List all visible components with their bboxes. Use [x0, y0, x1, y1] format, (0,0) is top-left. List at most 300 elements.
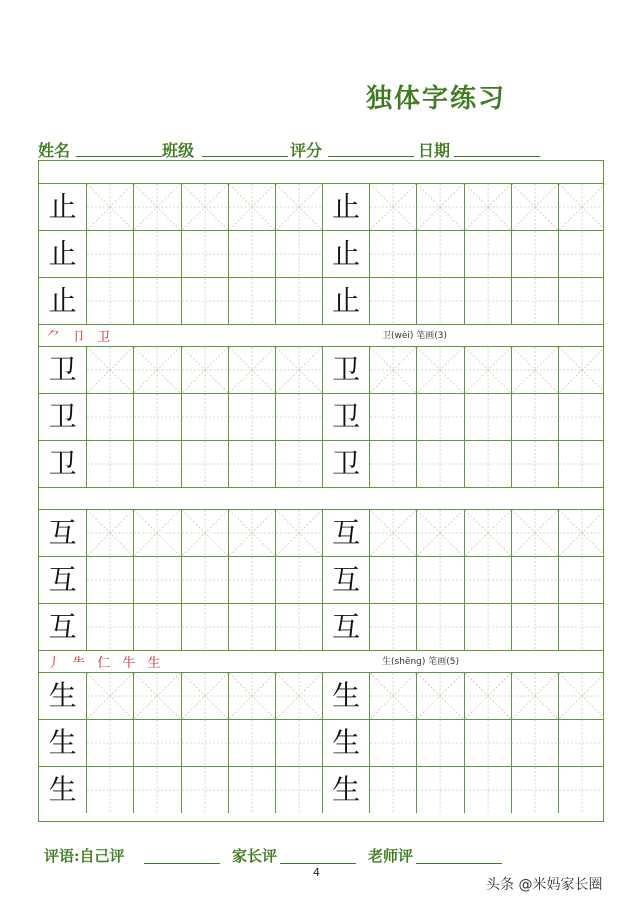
model-character: 止	[48, 237, 77, 270]
tianzi-guide	[417, 231, 463, 277]
model-character: 生	[332, 679, 361, 712]
tianzi-guide	[182, 557, 228, 603]
writing-cell[interactable]	[275, 184, 322, 230]
writing-cell[interactable]	[558, 604, 605, 650]
writing-cell[interactable]	[181, 231, 228, 277]
writing-cell[interactable]	[416, 510, 463, 556]
model-character: 互	[332, 563, 361, 596]
teacher-eval-blank[interactable]	[416, 863, 502, 864]
mizi-guide	[417, 510, 463, 556]
teacher-eval-label: 老师评	[368, 847, 414, 865]
writing-cell[interactable]	[228, 394, 275, 440]
tianzi-guide	[559, 278, 605, 324]
writing-cell[interactable]	[369, 557, 416, 603]
model-character: 互	[48, 610, 77, 643]
mizi-guide	[512, 673, 558, 719]
tianzi-guide	[465, 604, 511, 650]
model-character: 卫	[48, 353, 77, 386]
writing-cell[interactable]	[369, 673, 416, 719]
model-character: 卫	[332, 353, 361, 386]
model-character: 止	[332, 237, 361, 270]
writing-cell[interactable]	[511, 184, 558, 230]
writing-cell[interactable]	[369, 278, 416, 324]
writing-cell[interactable]	[275, 231, 322, 277]
mizi-guide	[229, 510, 275, 556]
writing-cell[interactable]	[228, 231, 275, 277]
writing-cell[interactable]	[464, 767, 511, 813]
mizi-guide	[134, 673, 180, 719]
writing-cell[interactable]	[464, 394, 511, 440]
writing-cell[interactable]	[228, 720, 275, 766]
writing-cell[interactable]	[511, 557, 558, 603]
model-character: 互	[332, 610, 361, 643]
tianzi-guide	[370, 231, 416, 277]
tianzi-guide	[370, 767, 416, 813]
model-character-cell	[39, 767, 86, 813]
writing-cell[interactable]	[511, 441, 558, 487]
writing-cell[interactable]	[133, 720, 180, 766]
writing-cell[interactable]	[416, 231, 463, 277]
mizi-guide	[87, 184, 133, 230]
mizi-guide	[512, 510, 558, 556]
writing-cell[interactable]	[511, 767, 558, 813]
model-character: 生	[48, 726, 77, 759]
writing-cell[interactable]	[228, 604, 275, 650]
tianzi-guide	[370, 394, 416, 440]
mizi-guide	[370, 510, 416, 556]
model-character-cell	[322, 720, 369, 766]
section-header	[39, 324, 603, 346]
writing-cell[interactable]	[558, 347, 605, 393]
tianzi-guide	[87, 720, 133, 766]
writing-cell[interactable]	[275, 557, 322, 603]
mizi-guide	[465, 184, 511, 230]
model-character-cell	[322, 347, 369, 393]
writing-cell[interactable]	[86, 673, 133, 719]
page-number: 4	[313, 866, 320, 879]
mizi-guide	[87, 673, 133, 719]
model-character-cell	[322, 557, 369, 603]
writing-cell[interactable]	[86, 184, 133, 230]
writing-cell[interactable]	[464, 720, 511, 766]
tianzi-guide	[134, 720, 180, 766]
mizi-guide	[276, 510, 322, 556]
tianzi-guide	[276, 557, 322, 603]
watermark: 头条 @米妈家长圈	[486, 877, 603, 893]
practice-grid	[38, 160, 604, 822]
mizi-guide	[465, 510, 511, 556]
tianzi-guide	[559, 394, 605, 440]
tianzi-guide	[229, 604, 275, 650]
writing-cell[interactable]	[464, 347, 511, 393]
tianzi-guide	[465, 394, 511, 440]
writing-cell[interactable]	[558, 557, 605, 603]
writing-cell[interactable]	[369, 441, 416, 487]
tianzi-guide	[276, 441, 322, 487]
score-blank[interactable]	[328, 156, 414, 157]
writing-cell[interactable]	[228, 673, 275, 719]
writing-cell[interactable]	[275, 720, 322, 766]
writing-cell[interactable]	[369, 347, 416, 393]
tianzi-guide	[134, 604, 180, 650]
writing-cell[interactable]	[228, 441, 275, 487]
writing-cell[interactable]	[275, 673, 322, 719]
writing-cell[interactable]	[416, 347, 463, 393]
writing-cell[interactable]	[416, 184, 463, 230]
writing-cell[interactable]	[416, 394, 463, 440]
writing-cell[interactable]	[464, 604, 511, 650]
writing-cell[interactable]	[181, 278, 228, 324]
writing-cell[interactable]	[133, 673, 180, 719]
model-character: 生	[332, 726, 361, 759]
mizi-guide	[370, 184, 416, 230]
tianzi-guide	[465, 720, 511, 766]
tianzi-guide	[559, 767, 605, 813]
model-character-cell	[322, 231, 369, 277]
model-character-cell	[322, 767, 369, 813]
self-eval-blank[interactable]	[144, 863, 220, 864]
tianzi-guide	[229, 441, 275, 487]
writing-cell[interactable]	[511, 347, 558, 393]
writing-cell[interactable]	[133, 347, 180, 393]
practice-row	[39, 509, 603, 556]
tianzi-guide	[229, 557, 275, 603]
tianzi-guide	[276, 278, 322, 324]
tianzi-guide	[87, 394, 133, 440]
tianzi-guide	[417, 394, 463, 440]
tianzi-guide	[87, 604, 133, 650]
tianzi-guide	[559, 557, 605, 603]
tianzi-guide	[87, 231, 133, 277]
practice-row	[39, 346, 603, 393]
model-character-cell	[322, 441, 369, 487]
model-character-cell	[322, 510, 369, 556]
writing-cell[interactable]	[416, 557, 463, 603]
name-blank[interactable]	[76, 156, 162, 157]
model-character-cell	[322, 604, 369, 650]
writing-cell[interactable]	[416, 767, 463, 813]
writing-cell[interactable]	[464, 510, 511, 556]
self-eval-label: 评语:自己评	[44, 847, 125, 865]
tianzi-guide	[370, 557, 416, 603]
writing-cell[interactable]	[133, 557, 180, 603]
writing-cell[interactable]	[464, 441, 511, 487]
parent-eval-label: 家长评	[232, 847, 278, 865]
practice-row	[39, 440, 603, 487]
writing-cell[interactable]	[464, 184, 511, 230]
name-label: 姓名	[38, 141, 71, 160]
writing-cell[interactable]	[181, 767, 228, 813]
tianzi-guide	[276, 604, 322, 650]
writing-cell[interactable]	[416, 673, 463, 719]
writing-cell[interactable]	[133, 604, 180, 650]
model-character: 生	[48, 679, 77, 712]
writing-cell[interactable]	[133, 278, 180, 324]
writing-cell[interactable]	[181, 604, 228, 650]
model-character: 卫	[332, 400, 361, 433]
model-character-cell	[39, 673, 86, 719]
tianzi-guide	[370, 278, 416, 324]
date-label: 日期	[418, 141, 451, 160]
mizi-guide	[87, 510, 133, 556]
writing-cell[interactable]	[275, 394, 322, 440]
model-character-cell	[39, 510, 86, 556]
mizi-guide	[229, 673, 275, 719]
tianzi-guide	[182, 278, 228, 324]
tianzi-guide	[512, 394, 558, 440]
writing-cell[interactable]	[181, 720, 228, 766]
writing-cell[interactable]	[558, 767, 605, 813]
writing-cell[interactable]	[133, 184, 180, 230]
tianzi-guide	[512, 767, 558, 813]
tianzi-guide	[417, 604, 463, 650]
tianzi-guide	[465, 278, 511, 324]
tianzi-guide	[134, 231, 180, 277]
mizi-guide	[559, 347, 605, 393]
writing-cell[interactable]	[228, 510, 275, 556]
tianzi-guide	[182, 604, 228, 650]
writing-cell[interactable]	[86, 394, 133, 440]
class-label: 班级	[162, 141, 195, 160]
writing-cell[interactable]	[86, 347, 133, 393]
practice-row	[39, 277, 603, 324]
writing-cell[interactable]	[86, 604, 133, 650]
writing-cell[interactable]	[558, 510, 605, 556]
mizi-guide	[182, 510, 228, 556]
mizi-guide	[182, 184, 228, 230]
writing-cell[interactable]	[416, 278, 463, 324]
tianzi-guide	[229, 278, 275, 324]
tianzi-guide	[87, 278, 133, 324]
writing-cell[interactable]	[416, 441, 463, 487]
writing-cell[interactable]	[558, 231, 605, 277]
tianzi-guide	[417, 278, 463, 324]
section-header	[39, 650, 603, 672]
tianzi-guide	[87, 441, 133, 487]
writing-cell[interactable]	[558, 184, 605, 230]
writing-cell[interactable]	[228, 557, 275, 603]
tianzi-guide	[559, 441, 605, 487]
model-character-cell	[39, 231, 86, 277]
model-character-cell	[39, 720, 86, 766]
writing-cell[interactable]	[369, 394, 416, 440]
mizi-guide	[465, 673, 511, 719]
writing-cell[interactable]	[464, 278, 511, 324]
model-character-cell	[322, 278, 369, 324]
mizi-guide	[182, 347, 228, 393]
model-character-cell	[39, 604, 86, 650]
writing-cell[interactable]	[511, 510, 558, 556]
model-character: 生	[48, 773, 77, 806]
tianzi-guide	[512, 231, 558, 277]
practice-row	[39, 393, 603, 440]
writing-cell[interactable]	[369, 767, 416, 813]
section-header	[39, 161, 603, 183]
writing-cell[interactable]	[133, 767, 180, 813]
model-character: 卫	[48, 400, 77, 433]
writing-cell[interactable]	[133, 510, 180, 556]
writing-cell[interactable]	[369, 720, 416, 766]
tianzi-guide	[370, 441, 416, 487]
writing-cell[interactable]	[558, 673, 605, 719]
writing-cell[interactable]	[86, 441, 133, 487]
writing-cell[interactable]	[511, 278, 558, 324]
writing-cell[interactable]	[511, 394, 558, 440]
writing-cell[interactable]	[86, 720, 133, 766]
page-title: 独体字练习	[366, 84, 507, 114]
tianzi-guide	[276, 231, 322, 277]
model-character: 卫	[332, 447, 361, 480]
tianzi-guide	[512, 557, 558, 603]
model-character: 卫	[48, 447, 77, 480]
score-label: 评分	[290, 141, 323, 160]
writing-cell[interactable]	[464, 673, 511, 719]
date-blank[interactable]	[454, 156, 540, 157]
writing-cell[interactable]	[133, 441, 180, 487]
mizi-guide	[465, 347, 511, 393]
writing-cell[interactable]	[511, 720, 558, 766]
writing-cell[interactable]	[558, 441, 605, 487]
model-character-cell	[39, 347, 86, 393]
mizi-guide	[134, 347, 180, 393]
writing-cell[interactable]	[464, 557, 511, 603]
writing-cell[interactable]	[416, 604, 463, 650]
writing-cell[interactable]	[558, 394, 605, 440]
writing-cell[interactable]	[228, 278, 275, 324]
writing-cell[interactable]	[416, 720, 463, 766]
tianzi-guide	[276, 767, 322, 813]
tianzi-guide	[229, 720, 275, 766]
model-character-cell	[322, 673, 369, 719]
tianzi-guide	[134, 557, 180, 603]
mizi-guide	[134, 184, 180, 230]
tianzi-guide	[417, 557, 463, 603]
tianzi-guide	[512, 278, 558, 324]
stroke-order: ⺈ 卩 卫	[47, 330, 115, 345]
writing-cell[interactable]	[369, 184, 416, 230]
practice-row	[39, 766, 603, 813]
writing-cell[interactable]	[181, 673, 228, 719]
tianzi-guide	[370, 720, 416, 766]
writing-cell[interactable]	[133, 394, 180, 440]
practice-row	[39, 603, 603, 650]
tianzi-guide	[182, 767, 228, 813]
writing-cell[interactable]	[86, 278, 133, 324]
model-character: 止	[48, 284, 77, 317]
model-character-cell	[39, 278, 86, 324]
model-character-cell	[322, 394, 369, 440]
writing-cell[interactable]	[228, 184, 275, 230]
tianzi-guide	[512, 441, 558, 487]
writing-cell[interactable]	[133, 231, 180, 277]
mizi-guide	[134, 510, 180, 556]
writing-cell[interactable]	[86, 767, 133, 813]
writing-cell[interactable]	[181, 441, 228, 487]
tianzi-guide	[559, 604, 605, 650]
writing-cell[interactable]	[275, 278, 322, 324]
tianzi-guide	[417, 720, 463, 766]
writing-cell[interactable]	[228, 347, 275, 393]
writing-cell[interactable]	[558, 278, 605, 324]
model-character-cell	[39, 441, 86, 487]
writing-cell[interactable]	[511, 673, 558, 719]
writing-cell[interactable]	[275, 510, 322, 556]
writing-cell[interactable]	[181, 347, 228, 393]
stroke-order: 丿 ⺧ 仁 牛 生	[47, 656, 165, 671]
tianzi-guide	[465, 441, 511, 487]
model-character-cell	[39, 394, 86, 440]
writing-cell[interactable]	[181, 184, 228, 230]
mizi-guide	[182, 673, 228, 719]
writing-cell[interactable]	[228, 767, 275, 813]
mizi-guide	[559, 673, 605, 719]
mizi-guide	[276, 673, 322, 719]
class-blank[interactable]	[202, 156, 288, 157]
writing-cell[interactable]	[369, 510, 416, 556]
writing-cell[interactable]	[275, 347, 322, 393]
tianzi-guide	[182, 231, 228, 277]
writing-cell[interactable]	[558, 720, 605, 766]
writing-cell[interactable]	[511, 604, 558, 650]
model-character: 止	[332, 284, 361, 317]
writing-cell[interactable]	[275, 441, 322, 487]
model-character: 止	[332, 190, 361, 223]
tianzi-guide	[182, 394, 228, 440]
writing-cell[interactable]	[86, 557, 133, 603]
tianzi-guide	[229, 767, 275, 813]
writing-cell[interactable]	[86, 510, 133, 556]
model-character: 生	[332, 773, 361, 806]
character-note: 生(shēng) 笔画(5)	[382, 657, 459, 667]
mizi-guide	[417, 184, 463, 230]
tianzi-guide	[465, 557, 511, 603]
writing-cell[interactable]	[464, 231, 511, 277]
writing-cell[interactable]	[369, 231, 416, 277]
model-character: 互	[332, 516, 361, 549]
tianzi-guide	[229, 394, 275, 440]
section-header	[39, 487, 603, 509]
mizi-guide	[276, 347, 322, 393]
character-note: 卫(wèi) 笔画(3)	[382, 331, 448, 341]
writing-cell[interactable]	[369, 604, 416, 650]
tianzi-guide	[87, 767, 133, 813]
mizi-guide	[559, 510, 605, 556]
tianzi-guide	[465, 767, 511, 813]
mizi-guide	[87, 347, 133, 393]
tianzi-guide	[417, 767, 463, 813]
writing-cell[interactable]	[511, 231, 558, 277]
model-character: 止	[48, 190, 77, 223]
tianzi-guide	[417, 441, 463, 487]
writing-cell[interactable]	[181, 394, 228, 440]
writing-cell[interactable]	[275, 767, 322, 813]
tianzi-guide	[229, 231, 275, 277]
mizi-guide	[229, 347, 275, 393]
mizi-guide	[559, 184, 605, 230]
tianzi-guide	[370, 604, 416, 650]
writing-cell[interactable]	[181, 510, 228, 556]
practice-row	[39, 230, 603, 277]
practice-row	[39, 556, 603, 603]
mizi-guide	[512, 347, 558, 393]
mizi-guide	[229, 184, 275, 230]
writing-cell[interactable]	[86, 231, 133, 277]
writing-cell[interactable]	[181, 557, 228, 603]
writing-cell[interactable]	[275, 604, 322, 650]
parent-eval-blank[interactable]	[280, 863, 356, 864]
tianzi-guide	[559, 231, 605, 277]
model-character-cell	[39, 557, 86, 603]
